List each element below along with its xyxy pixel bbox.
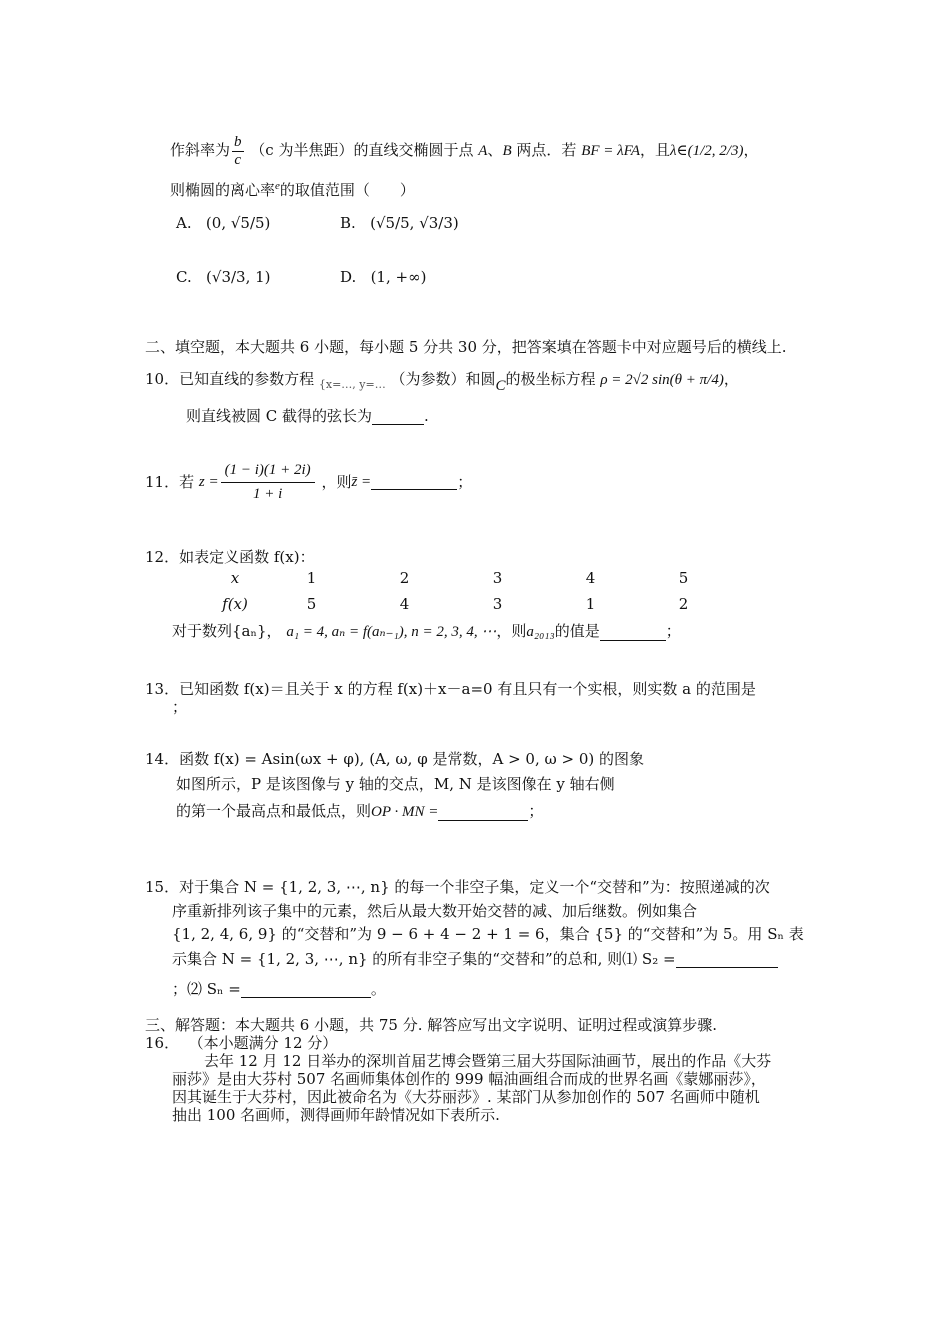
q9-line2 [170,180,415,199]
table-cell: 1 [585,595,596,613]
q16-header [145,1034,337,1052]
table-cell: 3 [492,569,503,587]
q14-line3 [176,802,543,821]
q15-s2-blank[interactable] [676,953,778,968]
q9-option-b [340,214,459,232]
q10-param-eq: {x=…, y=… [318,378,386,391]
q12-line2 [172,622,681,641]
q12-answer-blank[interactable] [600,626,666,641]
q11-numerator: (1 − i)(1 + 2i) [221,462,315,483]
q13-number: 13． [145,680,180,698]
q14-end: ； [528,802,544,820]
table-row-x [205,565,730,591]
q16-para-line1: 去年 12 月 12 日举办的深圳首届艺博会暨第三届大芬国际油画节，展出的作品《大芬 [204,1052,772,1070]
q11-answer-blank[interactable] [371,475,457,490]
option-b-label: B. [340,214,356,232]
q12-line1 [145,548,315,566]
q9-option-a [176,214,270,232]
q12-line2-e: 的值是 [554,622,600,640]
q10-line1 [145,370,739,395]
q15-line1-text: 对于集合 N = {1, 2, 3, ⋯, n} 的每一个非空子集，定义一个“交替和”为：按照递减的次 [179,878,770,896]
q10-polar-eq: ρ = 2√2 sin(θ + π/4) [600,372,724,388]
table-cell: 5 [678,569,689,587]
section3-heading: 三、解答题：本大题共 6 小题，共 75 分. 解答应写出文字说明、证明过程或演算步骤. [145,1016,718,1034]
q9-option-d [340,268,426,286]
q10-line2 [186,407,429,425]
q9-frac-c: c [234,151,242,168]
function-table [205,565,730,617]
q16-para-line2: 丽莎》是由大芬村 507 名画师集体创作的 999 幅油画组合而成的世界名画《蒙娜丽莎》， [172,1070,766,1088]
q16-number: 16． [145,1034,180,1052]
q11-zbar: z̄ = [351,474,372,490]
q9-text-b: （c 为半焦距）的直线交椭圆于点 [250,141,474,159]
option-d-label: D. [340,268,357,286]
q12-end: ； [665,622,681,640]
q15-line5-end: 。 [370,980,386,998]
q13-line1 [145,680,756,698]
table-cell: 2 [678,595,689,613]
q13-text: 已知函数 f(x)＝且关于 x 的方程 f(x)＋x－a=0 有且只有一个实根，则实数 a 的范围是 [179,680,756,698]
q14-expr: OP · MN = [371,804,439,820]
q11-lhs: z = [198,474,219,490]
q10-text-a: 已知直线的参数方程 [179,370,315,388]
table-cell: 2 [399,569,410,587]
q9-text-c: 两点．若 [516,141,577,159]
q9-text-a: 作斜率为 [170,141,231,159]
q12-line2-a: 对于数列{aₙ}， [172,622,282,640]
q12-recursion: a₁ = 4, aₙ = f(aₙ₋₁), n = 2, 3, 4, ⋯ [286,624,497,640]
q9-frac-b: b [234,134,242,150]
q16-para-line4: 抽出 100 名画师，测得画师年龄情况如下表所示. [172,1106,500,1124]
q14-line3-text: 的第一个最高点和最低点，则 [176,802,372,820]
q15-sn-blank[interactable] [241,983,371,998]
q10-text-d: ， [723,370,739,388]
q15-line5-text: ；⑵ Sₙ = [172,980,241,998]
q10-text-b: （为参数）和圆 [390,370,496,388]
q11-number: 11． [145,473,180,491]
option-a-text: (0, √5/5) [205,214,271,232]
table-header-x: x [230,569,240,587]
q9-line2-a: 则椭圆的离心率 [170,181,276,199]
q15-line3: {1, 2, 4, 6, 9} 的“交替和”为 9 − 6 + 4 − 2 + 1 = 6，集合 {5} 的“交替和”为 5。用 Sₙ 表 [172,925,804,943]
q15-line1 [145,878,770,896]
option-a-label: A. [176,214,192,232]
q16-para-line3: 因其诞生于大芬村，因此被命名为《大芬丽莎》. 某部门从参加创作的 507 名画师中随机 [172,1088,760,1106]
q9-vector-expr: BF = λFA [581,143,641,159]
q9-e-symbol: e [275,180,280,192]
q11-denominator: 1 + i [252,485,283,502]
q9-point-a: A [478,143,488,159]
option-c-text: (√3/3, 1) [206,268,271,286]
q14-line2: 如图所示，P 是该图像与 y 轴的交点，M, N 是该图像在 y 轴右侧 [176,775,615,793]
q11-fraction [221,462,315,502]
table-cell: 4 [585,569,596,587]
q9-lambda-range: λ∈(1/2, 2/3) [670,143,744,159]
q10-answer-blank[interactable] [372,410,424,425]
table-cell: 5 [306,595,317,613]
q9-line1: 作斜率为 $\frac{b}{c}$ （c 为半焦距）的直线交椭圆于点 A、B 两点．若 BF = λFA，且λ∈(1/2, 2/3)， [170,134,759,168]
q14-line1 [145,750,644,768]
q11-end: ； [457,473,473,491]
q13-end: ； [172,698,188,716]
q10-end: . [424,407,429,425]
q11-line [145,462,472,502]
q9-sep: 、 [487,141,503,159]
q12-table [205,565,730,617]
q15-line2: 序重新排列该子集中的元素，然后从最大数开始交替的减、加后继数。例如集合 [172,902,698,920]
option-b-text: (√5/5, √3/3) [370,214,459,232]
q9-text-d: ，且 [640,141,671,159]
q10-circle: C [495,378,506,394]
q14-line1-text: 函数 f(x) = Asin(ωx + φ), (A, ω, φ 是常数，A > 0, ω > 0) 的图象 [179,750,644,768]
option-d-text: (1, +∞) [370,268,427,286]
q9-line2-b: 的取值范围（ ） [279,181,415,199]
q10-number: 10． [145,370,180,388]
table-cell: 3 [492,595,503,613]
q16-score: （本小题满分 12 分） [188,1034,338,1052]
q15-line4 [172,950,778,968]
q14-answer-blank[interactable] [438,806,528,821]
q12-line2-c: ，则 [496,622,527,640]
q11-text-a: 若 [179,473,195,491]
q10-text-c: 的极坐标方程 [505,370,596,388]
table-header-fx: f(x) [222,595,248,613]
q9-point-b: B [502,143,512,159]
q15-line4-text: 示集合 N = {1, 2, 3, ⋯, n} 的所有非空子集的“交替和”的总和, 则⑴ S₂ = [172,950,676,968]
q9-option-c [176,268,271,286]
q12-a2013: a₂₀₁₃ [526,624,555,640]
q12-number: 12． [145,548,180,566]
q11-text-b: ，则 [321,473,352,491]
q12-text: 如表定义函数 f(x)： [179,548,315,566]
q15-number: 15． [145,878,180,896]
q15-line5 [172,980,386,998]
option-c-label: C. [176,268,192,286]
table-row-fx [205,591,730,617]
table-cell: 4 [399,595,410,613]
table-cell: 1 [306,569,317,587]
q14-number: 14． [145,750,180,768]
q10-line2-text: 则直线被圆 C 截得的弦长为 [186,407,373,425]
section2-heading: 二、填空题，本大题共 6 小题，每小题 5 分共 30 分，把答案填在答题卡中对应题号后的横线上. [145,338,787,356]
q9-slope-fraction [232,134,244,168]
